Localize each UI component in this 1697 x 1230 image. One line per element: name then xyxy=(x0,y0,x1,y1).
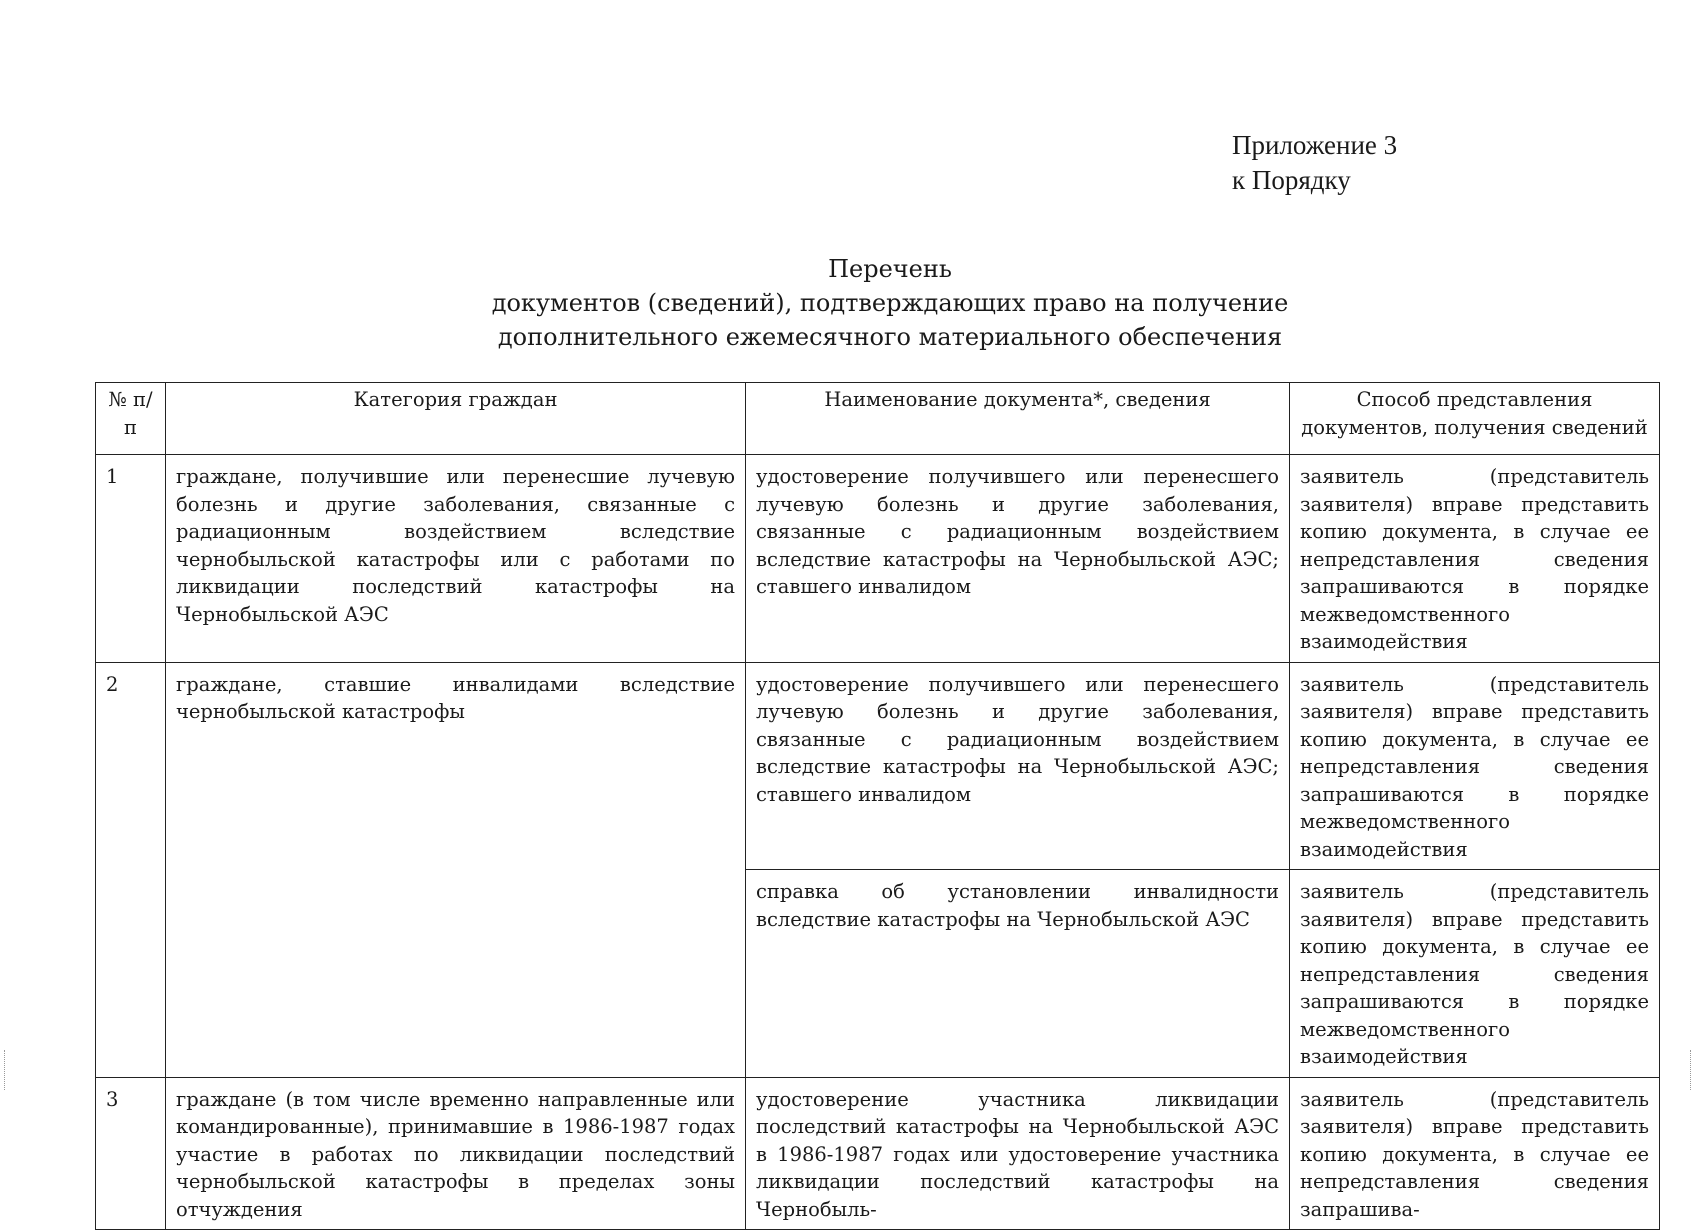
header-category: Категория граждан xyxy=(166,383,746,455)
row-method: заявитель (представитель заявителя) вправе представить копию документа, в случае ее непредставления сведения запрашиваются в порядке межведомственного взаимодействия xyxy=(1290,870,1660,1078)
row-document: удостоверение получившего или перенесшего лучевую болезнь и другие заболевания, связанные с радиационным воздействием вследствие катастрофы на Чернобыльской АЭС; ставшего инвалидом xyxy=(746,662,1290,870)
title-line-2: документов (сведений), подтверждающих право на получение xyxy=(491,289,1289,317)
row-document: удостоверение получившего или перенесшего лучевую болезнь и другие заболевания, связанные с радиационным воздействием вследствие катастрофы на Чернобыльской АЭС; ставшего инвалидом xyxy=(746,455,1290,663)
appendix-target: к Порядку xyxy=(1232,165,1351,195)
row-num: 1 xyxy=(96,455,166,663)
header-document: Наименование документа*, сведения xyxy=(746,383,1290,455)
table-row xyxy=(96,662,1660,870)
row-num: 2 xyxy=(96,662,166,1077)
row-document: справка об установлении инвалидности вследствие катастрофы на Чернобыльской АЭС xyxy=(746,870,1290,1078)
header-num: № п/п xyxy=(96,383,166,455)
scan-edge-mark-left xyxy=(4,1050,7,1090)
row-category: граждане (в том числе временно направленные или командированные), принимавшие в 1986-1987 годах участие в работах по ликвидации последствий чернобыльской катастрофы в пределах зоны отчуждения xyxy=(166,1077,746,1230)
row-method: заявитель (представитель заявителя) вправе представить копию документа, в случае ее непредставления сведения запрашиваются в порядке межведомственного взаимодействия xyxy=(1290,455,1660,663)
title-line-1: Перечень xyxy=(828,255,952,283)
row-category: граждане, ставшие инвалидами вследствие чернобыльской катастрофы xyxy=(166,662,746,1077)
document-title xyxy=(400,252,1380,354)
row-document: удостоверение участника ликвидации последствий катастрофы на Чернобыльской АЭС в 1986-1987 годах или удостоверение участника ликвидации последствий катастрофы на Чернобыль- xyxy=(746,1077,1290,1230)
appendix-number: Приложение 3 xyxy=(1232,130,1398,160)
row-method: заявитель (представитель заявителя) вправе представить копию документа, в случае ее непредставления сведения запрашиваются в порядке межведомственного взаимодействия xyxy=(1290,662,1660,870)
header-method: Способ представления документов, получения сведений xyxy=(1290,383,1660,455)
row-num: 3 xyxy=(96,1077,166,1230)
table-row xyxy=(96,455,1660,663)
row-method: заявитель (представитель заявителя) вправе представить копию документа, в случае ее непредставления сведения запрашива- xyxy=(1290,1077,1660,1230)
table-header-row xyxy=(96,383,1660,455)
table-row xyxy=(96,1077,1660,1230)
row-category: граждане, получившие или перенесшие лучевую болезнь и другие заболевания, связанные с радиационным воздействием вследствие чернобыльской катастрофы или с работами по ликвидации последствий катастрофы на Чернобыльской АЭС xyxy=(166,455,746,663)
documents-table xyxy=(95,382,1660,1230)
title-line-3: дополнительного ежемесячного материального обеспечения xyxy=(497,323,1283,351)
scan-edge-mark-right xyxy=(1690,1050,1693,1090)
appendix-reference xyxy=(1232,128,1397,198)
